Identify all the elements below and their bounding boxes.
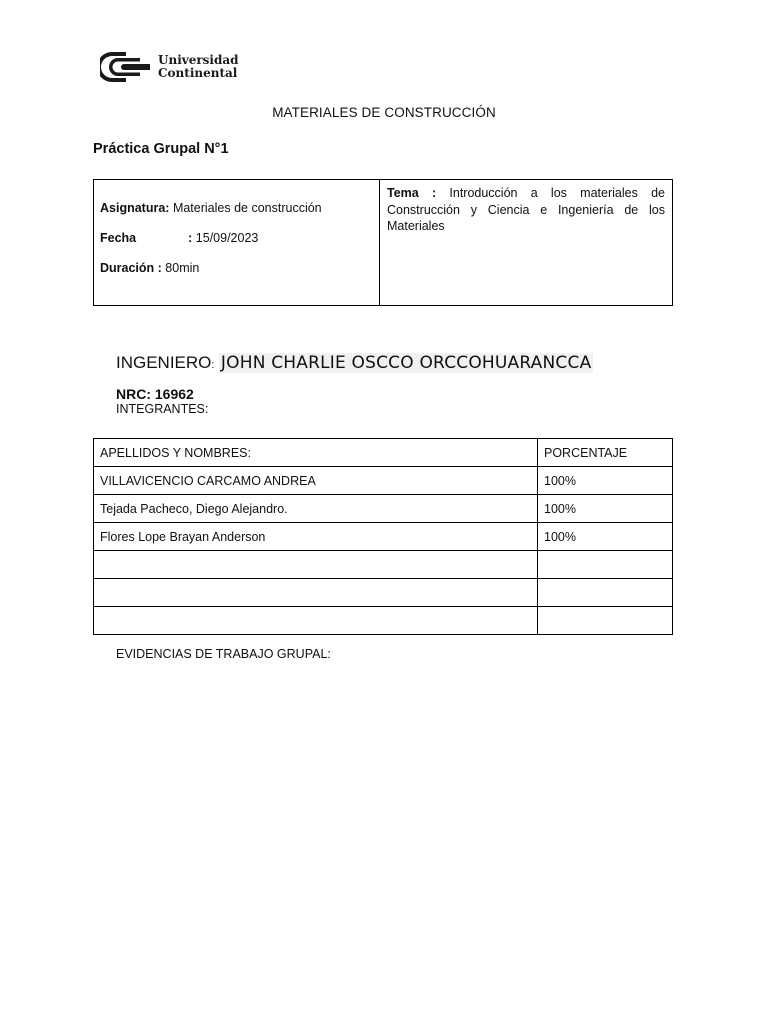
member-name: Flores Lope Brayan Anderson — [94, 523, 538, 551]
members-label: INTEGRANTES: — [116, 402, 209, 416]
subject-row — [100, 201, 373, 231]
duration-value: 80min — [165, 261, 200, 275]
table-row — [94, 495, 673, 523]
engineer-name: JOHN CHARLIE OSCCO ORCCOHUARANCCA — [220, 353, 592, 373]
member-percentage — [538, 579, 673, 607]
member-name: Tejada Pacheco, Diego Alejandro. — [94, 495, 538, 523]
topic-value: Introducción a los materiales de Construcción y Ciencia e Ingeniería de los Materiales — [387, 186, 665, 233]
table-row — [94, 579, 673, 607]
member-name — [94, 551, 538, 579]
members-header-row — [94, 439, 673, 467]
duration-row — [100, 261, 373, 291]
table-row — [94, 607, 673, 635]
date-row — [100, 231, 373, 261]
date-value: 15/09/2023 — [195, 231, 259, 245]
table-row — [94, 551, 673, 579]
logo-text — [158, 54, 239, 80]
university-logo — [100, 49, 239, 85]
member-percentage: 100% — [538, 467, 673, 495]
member-name: VILLAVICENCIO CARCAMO ANDREA — [94, 467, 538, 495]
table-row — [94, 523, 673, 551]
subject-label: Asignatura: — [100, 201, 170, 215]
university-emblem-icon — [100, 50, 152, 84]
date-separator: : — [188, 231, 193, 245]
practice-title: Práctica Grupal N°1 — [93, 141, 229, 157]
info-left-cell — [94, 180, 380, 305]
subject-value: Materiales de construcción — [172, 201, 322, 215]
nrc-code: NRC: 16962 — [116, 386, 194, 402]
topic-label: Tema : — [387, 186, 437, 200]
member-percentage — [538, 551, 673, 579]
engineer-colon: : — [211, 359, 215, 371]
header-names: APELLIDOS Y NOMBRES: — [94, 439, 538, 467]
duration-label: Duración : — [100, 261, 162, 275]
logo-line-1: Universidad — [158, 53, 239, 67]
member-name — [94, 607, 538, 635]
member-percentage: 100% — [538, 523, 673, 551]
info-right-cell — [380, 180, 672, 305]
engineer-label: INGENIERO — [116, 353, 212, 372]
members-table — [93, 438, 673, 635]
info-table — [93, 179, 673, 306]
evidence-label: EVIDENCIAS DE TRABAJO GRUPAL: — [116, 647, 331, 661]
document-title: MATERIALES DE CONSTRUCCIÓN — [272, 105, 496, 120]
logo-line-2: Continental — [158, 66, 238, 80]
member-percentage: 100% — [538, 495, 673, 523]
member-percentage — [538, 607, 673, 635]
date-label: Fecha — [100, 231, 137, 245]
header-percentage: PORCENTAJE — [538, 439, 673, 467]
table-row — [94, 467, 673, 495]
member-name — [94, 579, 538, 607]
engineer-line — [116, 353, 593, 373]
